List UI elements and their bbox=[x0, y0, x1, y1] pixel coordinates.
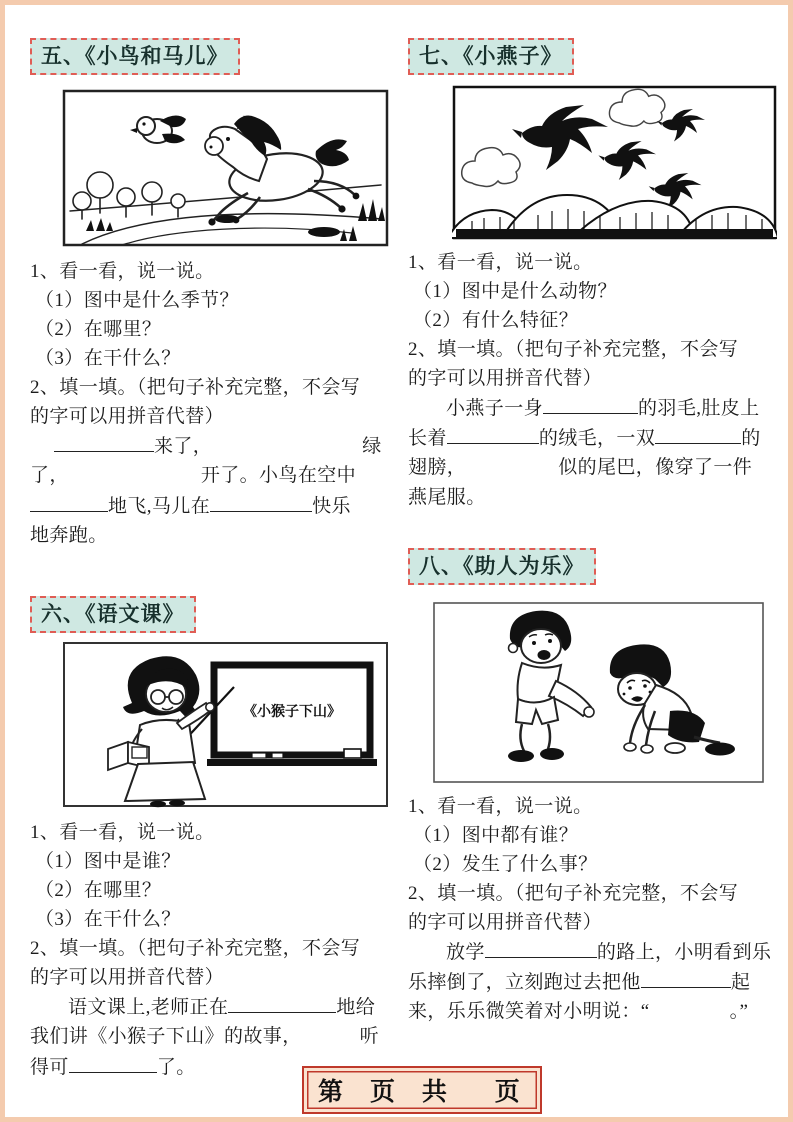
text-run: 小燕子一身 bbox=[446, 398, 544, 420]
text-run: 了。 bbox=[156, 1057, 196, 1079]
fill-in-line bbox=[408, 967, 776, 997]
text-run: 的路上，小明看到乐 bbox=[596, 942, 772, 964]
question-2-line1: 2、填一填。（把句子补充完整，不会写 bbox=[30, 377, 361, 399]
sub-question: （3）在干什么？ bbox=[35, 348, 181, 370]
text-run: 的绒毛，一双 bbox=[538, 428, 656, 450]
text-run: 得可 bbox=[30, 1057, 69, 1079]
sub-question: （1）图中都有谁？ bbox=[413, 825, 579, 847]
section-five bbox=[30, 38, 398, 551]
text-run: 地给 bbox=[336, 997, 376, 1019]
question-2-line2: 的字可以用拼音代替） bbox=[408, 912, 603, 934]
fill-in-line bbox=[30, 491, 398, 521]
answer-blank[interactable] bbox=[69, 1052, 157, 1073]
fill-in-line bbox=[408, 483, 776, 513]
swallows-illustration bbox=[452, 85, 777, 240]
section-six-title: 六、《语文课》 bbox=[30, 596, 196, 633]
fill-in-line bbox=[408, 937, 776, 967]
text-run: 的羽毛,肚皮上 bbox=[638, 398, 760, 420]
helping-kids-illustration bbox=[432, 601, 765, 784]
section-five-title: 五、《小鸟和马儿》 bbox=[30, 38, 240, 75]
text-run: 语文课上,老师正在 bbox=[68, 997, 229, 1019]
section-six bbox=[30, 596, 398, 1082]
answer-gap bbox=[408, 939, 446, 958]
question-1: 1、看一看，说一说。 bbox=[408, 252, 593, 274]
fill-in-line bbox=[30, 1022, 398, 1052]
text-run: 听 bbox=[359, 1026, 380, 1048]
sub-question: （1）图中是什么季节？ bbox=[35, 290, 239, 312]
page-number-label: 第 页 共 页 bbox=[318, 1078, 526, 1106]
fill-in-line bbox=[408, 423, 776, 453]
answer-gap bbox=[650, 998, 730, 1017]
text-run: 起 bbox=[730, 972, 751, 994]
text-run: 地飞,马儿在 bbox=[108, 496, 211, 518]
question-2-line2: 的字可以用拼音代替） bbox=[408, 368, 603, 390]
answer-blank[interactable] bbox=[485, 937, 597, 958]
question-2-line1: 2、填一填。（把句子补充完整，不会写 bbox=[408, 339, 739, 361]
text-run: 我们讲《小猴子下山》的故事， bbox=[30, 1026, 302, 1048]
board-eraser bbox=[344, 749, 361, 758]
section-eight-title: 八、《助人为乐》 bbox=[408, 548, 596, 585]
bird-and-horse-illustration bbox=[62, 89, 389, 247]
answer-blank[interactable] bbox=[228, 992, 336, 1013]
question-1: 1、看一看，说一说。 bbox=[30, 822, 215, 844]
text-run: 乐摔倒了，立刻跑过去把他 bbox=[408, 972, 641, 994]
answer-blank[interactable] bbox=[641, 967, 731, 988]
sub-question: （2）有什么特征？ bbox=[413, 310, 579, 332]
text-run: 翅膀， bbox=[408, 457, 467, 479]
text-run: 燕尾服。 bbox=[408, 487, 486, 509]
answer-blank[interactable] bbox=[210, 491, 312, 512]
section-eight bbox=[408, 548, 776, 1027]
text-run: 。” bbox=[729, 1001, 749, 1023]
section-seven bbox=[408, 38, 776, 513]
fill-in-line bbox=[408, 997, 776, 1027]
fill-in-line bbox=[30, 461, 398, 491]
text-run: 的 bbox=[741, 428, 761, 450]
answer-gap bbox=[466, 454, 558, 473]
answer-gap bbox=[302, 1023, 360, 1042]
text-run: 似的尾巴，像穿了一件 bbox=[558, 457, 753, 479]
answer-blank[interactable] bbox=[30, 491, 108, 512]
blackboard bbox=[207, 665, 377, 766]
fill-in-line bbox=[30, 431, 398, 461]
text-run: 长着 bbox=[408, 428, 447, 450]
text-run: 来了， bbox=[154, 436, 213, 458]
question-2-line1: 2、填一填。（把句子补充完整，不会写 bbox=[30, 938, 361, 960]
answer-blank[interactable] bbox=[655, 423, 741, 444]
sub-question: （2）在哪里？ bbox=[35, 880, 162, 902]
fill-in-line bbox=[30, 521, 398, 551]
sub-question: （1）图中是什么动物？ bbox=[413, 281, 617, 303]
answer-gap bbox=[69, 462, 201, 481]
question-1: 1、看一看，说一说。 bbox=[30, 261, 215, 283]
text-run: 开了。小鸟在空中 bbox=[200, 465, 357, 487]
text-run: 来，乐乐微笑着对小明说：“ bbox=[408, 1001, 650, 1023]
text-run: 了， bbox=[30, 465, 69, 487]
answer-blank[interactable] bbox=[54, 431, 154, 452]
text-run: 快乐 bbox=[312, 496, 351, 518]
sub-question: （1）图中是谁？ bbox=[35, 851, 181, 873]
illustration-border bbox=[434, 603, 763, 782]
text-run: 地奔跑。 bbox=[30, 525, 108, 547]
answer-blank[interactable] bbox=[543, 393, 638, 414]
question-2-line2: 的字可以用拼音代替） bbox=[30, 967, 225, 989]
question-2-line2: 的字可以用拼音代替） bbox=[30, 406, 225, 428]
teacher-blackboard-illustration bbox=[62, 641, 389, 808]
text-run: 放学 bbox=[446, 942, 485, 964]
page-number-box bbox=[302, 1066, 542, 1114]
text-run: 绿 bbox=[362, 436, 382, 458]
answer-gap bbox=[212, 433, 362, 452]
answer-blank[interactable] bbox=[447, 423, 539, 444]
answer-gap bbox=[30, 994, 68, 1013]
blackboard-text: 《小猴子下山》 bbox=[243, 705, 341, 721]
sub-question: （2）发生了什么事？ bbox=[413, 854, 598, 876]
section-seven-title: 七、《小燕子》 bbox=[408, 38, 574, 75]
question-2-line1: 2、填一填。（把句子补充完整，不会写 bbox=[408, 883, 739, 905]
fill-in-line bbox=[408, 393, 776, 423]
question-1: 1、看一看，说一说。 bbox=[408, 796, 593, 818]
sub-question: （2）在哪里？ bbox=[35, 319, 162, 341]
sub-question: （3）在干什么？ bbox=[35, 909, 181, 931]
answer-gap bbox=[408, 395, 446, 414]
answer-gap bbox=[30, 433, 54, 452]
fill-in-line bbox=[30, 992, 398, 1022]
fill-in-line bbox=[408, 453, 776, 483]
